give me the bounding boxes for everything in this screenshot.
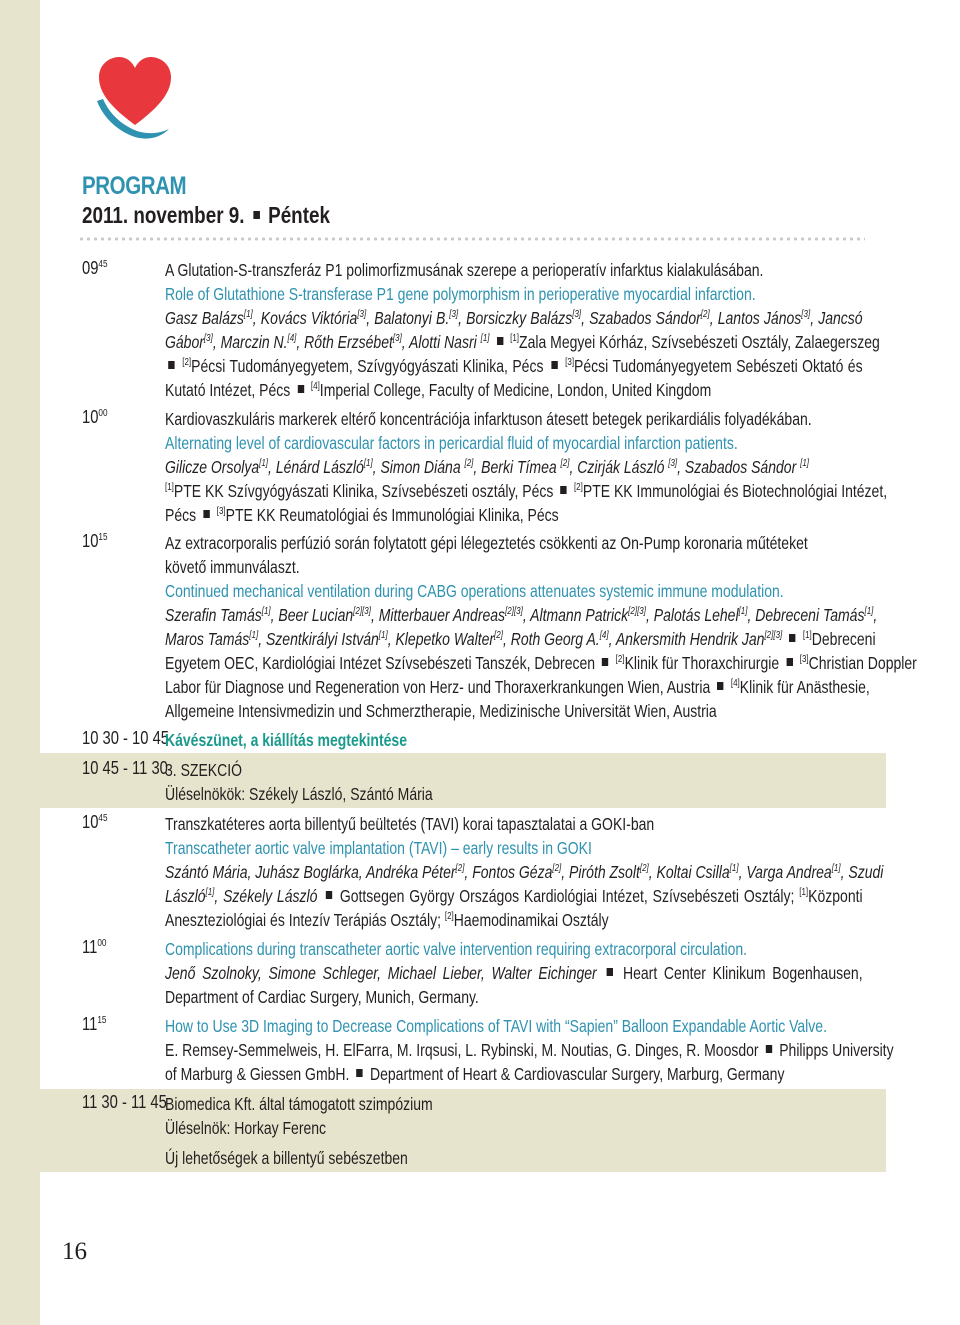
authors: Szerafin Tamás[1], Beer Lucian[2][3], Mitterbauer Andreas[2][3], Altmann Patrick[2][3], Palotás Lehel[1], Debreceni Tamás[1], bbox=[165, 605, 878, 625]
affiliation: Allgemeine Intensivmedizin und Schmerztherapie, Medizinische Universität Wien, Austria bbox=[165, 701, 717, 721]
authors: Gasz Balázs[1], Kovács Viktória[3], Balatonyi B.[3], Borsiczky Balázs[3], Szabados Sándor[2], Lantos János[3], Jancsó bbox=[165, 308, 863, 328]
affiliation: Kutató Intézet, Pécs [4]Imperial College, Faculty of Medicine, London, United Kingdom bbox=[165, 380, 712, 400]
affiliation: Aneszteziológiai és Intezív Terápiás Osztály; [2]Haemodinamikai Osztály bbox=[165, 910, 609, 930]
entry-time: 11 30 - 11 45 bbox=[82, 1092, 167, 1112]
entry-time: $10^{00}$ bbox=[82, 407, 108, 427]
dotted-divider bbox=[78, 237, 865, 241]
entry-time: $11^{15}$ bbox=[82, 1014, 107, 1034]
authors-affiliation: E. Remsey-Semmelweis, H. ElFarra, M. Irqsusi, L. Rybinski, M. Noutias, G. Dinges, R. Moosdor Philipps University bbox=[165, 1040, 894, 1060]
symposium-subtitle: Új lehetőségek a billentyű sebészetben bbox=[165, 1148, 408, 1168]
square-bullet-icon bbox=[786, 658, 792, 666]
title-en: Role of Glutathione S-transferase P1 gene polymorphism in perioperative myocardial infarction. bbox=[165, 284, 756, 304]
title-en: Alternating level of cardiovascular factors in pericardial fluid of myocardial infarction patients. bbox=[165, 433, 738, 453]
square-bullet-icon bbox=[607, 968, 613, 976]
square-bullet-icon bbox=[203, 510, 209, 518]
square-bullet-icon bbox=[168, 361, 174, 369]
entry-time: 10 45 - 11 30 bbox=[82, 758, 168, 778]
title-hu: Kardiovaszkuláris markerek eltérő koncentrációja infarktuson átesett betegek perikardiális folyadékában. bbox=[165, 409, 812, 429]
square-bullet-icon bbox=[297, 385, 303, 393]
entry-time: $09^{45}$ bbox=[82, 258, 108, 278]
entry-body bbox=[165, 812, 884, 932]
authors: Gilicze Orsolya[1], Lénárd László[1], Simon Diána [2], Berki Tímea [2], Czirják László [3], Szabados Sándor [1] bbox=[165, 457, 810, 477]
entry-body bbox=[165, 407, 888, 527]
square-bullet-icon bbox=[357, 1069, 363, 1077]
square-bullet-icon bbox=[325, 891, 331, 899]
page-number: 16 bbox=[62, 1238, 87, 1265]
square-bullet-icon bbox=[766, 1045, 772, 1053]
entry-time: $11^{00}$ bbox=[82, 937, 107, 957]
entry-body bbox=[165, 937, 863, 1009]
affiliation: Department of Cardiac Surgery, Munich, Germany. bbox=[165, 987, 479, 1007]
entry-time: $10^{45}$ bbox=[82, 812, 108, 832]
entry-body bbox=[165, 1092, 863, 1170]
entry-body bbox=[165, 531, 917, 723]
entry-time: $10^{15}$ bbox=[82, 531, 108, 551]
square-bullet-icon bbox=[253, 211, 260, 219]
square-bullet-icon bbox=[602, 658, 608, 666]
entry-body bbox=[165, 1014, 894, 1086]
entry-time: 10 30 - 10 45 bbox=[82, 728, 169, 748]
title-en: Complications during transcatheter aortic valve intervention requiring extracorporal circulation. bbox=[165, 939, 748, 959]
affiliation: Pécs [3]PTE KK Reumatológiai és Immunológiai Klinika, Pécs bbox=[165, 505, 559, 525]
heart-hand-icon bbox=[95, 55, 175, 145]
entry-body bbox=[165, 258, 880, 402]
affiliation: [2]Pécsi Tudományegyetem, Szívgyógyászati Klinika, Pécs [3]Pécsi Tudományegyetem Sebészeti Oktató és bbox=[165, 354, 863, 378]
program-heading: PROGRAM bbox=[82, 172, 187, 200]
authors: Szántó Mária, Juhász Boglárka, Andréka Péter[2], Fontos Géza[2], Piróth Zsolt[2], Koltai Csilla[1], Varga Andrea[1], Szudi bbox=[165, 862, 884, 882]
authors-affiliation: László[1], Székely László Gottsegen György Országos Kardiológiai Intézet, Szívsebészeti Osztály; [1]Központi bbox=[165, 886, 863, 906]
square-bullet-icon bbox=[789, 634, 795, 642]
authors-affiliation: Maros Tamás[1], Szentkirályi István[1], Klepetko Walter[2], Roth Georg A.[4], Ankersmith Hendrik Jan[2][3] [1]Debreceni bbox=[165, 629, 876, 649]
title-hu: A Glutation-S-transzferáz P1 polimorfizmusának szerepe a perioperatív infarktus kialakulásában. bbox=[165, 260, 764, 280]
square-bullet-icon bbox=[560, 486, 566, 494]
entry-body bbox=[165, 758, 863, 806]
symposium-title: Biomedica Kft. által támogatott szimpózium bbox=[165, 1094, 433, 1114]
symposium-chair: Üléselnök: Horkay Ferenc bbox=[165, 1118, 327, 1138]
square-bullet-icon bbox=[551, 361, 557, 369]
break-title: Kávészünet, a kiállítás megtekintése bbox=[165, 730, 407, 750]
affiliation: of Marburg & Giessen GmbH. Department of Heart & Cardiovascular Surgery, Marburg, Germany bbox=[165, 1064, 785, 1084]
title-hu: Transzkatéteres aorta billentyű beültetés (TAVI) korai tapasztalatai a GOKI-ban bbox=[165, 814, 655, 834]
date-heading: 2011. november 9. Péntek bbox=[82, 202, 330, 228]
affiliation: Egyetem OEC, Kardiológiai Intézet Szívsebészeti Tanszék, Debrecen [2]Klinik für Thoraxchirurgie [3]Christian Doppler bbox=[165, 653, 917, 673]
title-en: Transcatheter aortic valve implantation (TAVI) – early results in GOKI bbox=[165, 838, 592, 858]
title-hu: követő immunválaszt. bbox=[165, 557, 300, 577]
authors-affiliation: Jenő Szolnoky, Simone Schleger, Michael Lieber, Walter Eichinger Heart Center Klinikum Bogenhausen, bbox=[165, 963, 863, 983]
affiliation: Labor für Diagnose und Regeneration von Herz- und Thoraxerkrankungen Wien, Austria [4]Klinik für Anästhesie, bbox=[165, 677, 870, 697]
title-hu: Az extracorporalis perfúzió során folytatott gépi lélegeztetés csökkenti az On-Pump koronaria műtéteket bbox=[165, 533, 808, 553]
authors-affiliation: Gábor[3], Marczin N.[4], Rőth Erzsébet[3], Alotti Nasri [1] [1]Zala Megyei Kórház, Szívsebészeti Osztály, Zalaegerszeg bbox=[165, 332, 880, 352]
square-bullet-icon bbox=[497, 337, 503, 345]
affiliation: [1]PTE KK Szívgyógyászati Klinika, Szívsebészeti osztály, Pécs [2]PTE KK Immunológiai és Biotechnológiai Intézet, bbox=[165, 481, 888, 501]
section-title: 3. SZEKCIÓ bbox=[165, 760, 243, 780]
title-en: Continued mechanical ventilation during CABG operations attenuates systemic immune modulation. bbox=[165, 581, 784, 601]
entry-body bbox=[165, 728, 863, 752]
section-chairs: Üléselnökök: Székely László, Szántó Mária bbox=[165, 784, 433, 804]
square-bullet-icon bbox=[717, 682, 723, 690]
title-en: How to Use 3D Imaging to Decrease Complications of TAVI with “Sapien” Balloon Expandable Aortic Valve. bbox=[165, 1016, 827, 1036]
